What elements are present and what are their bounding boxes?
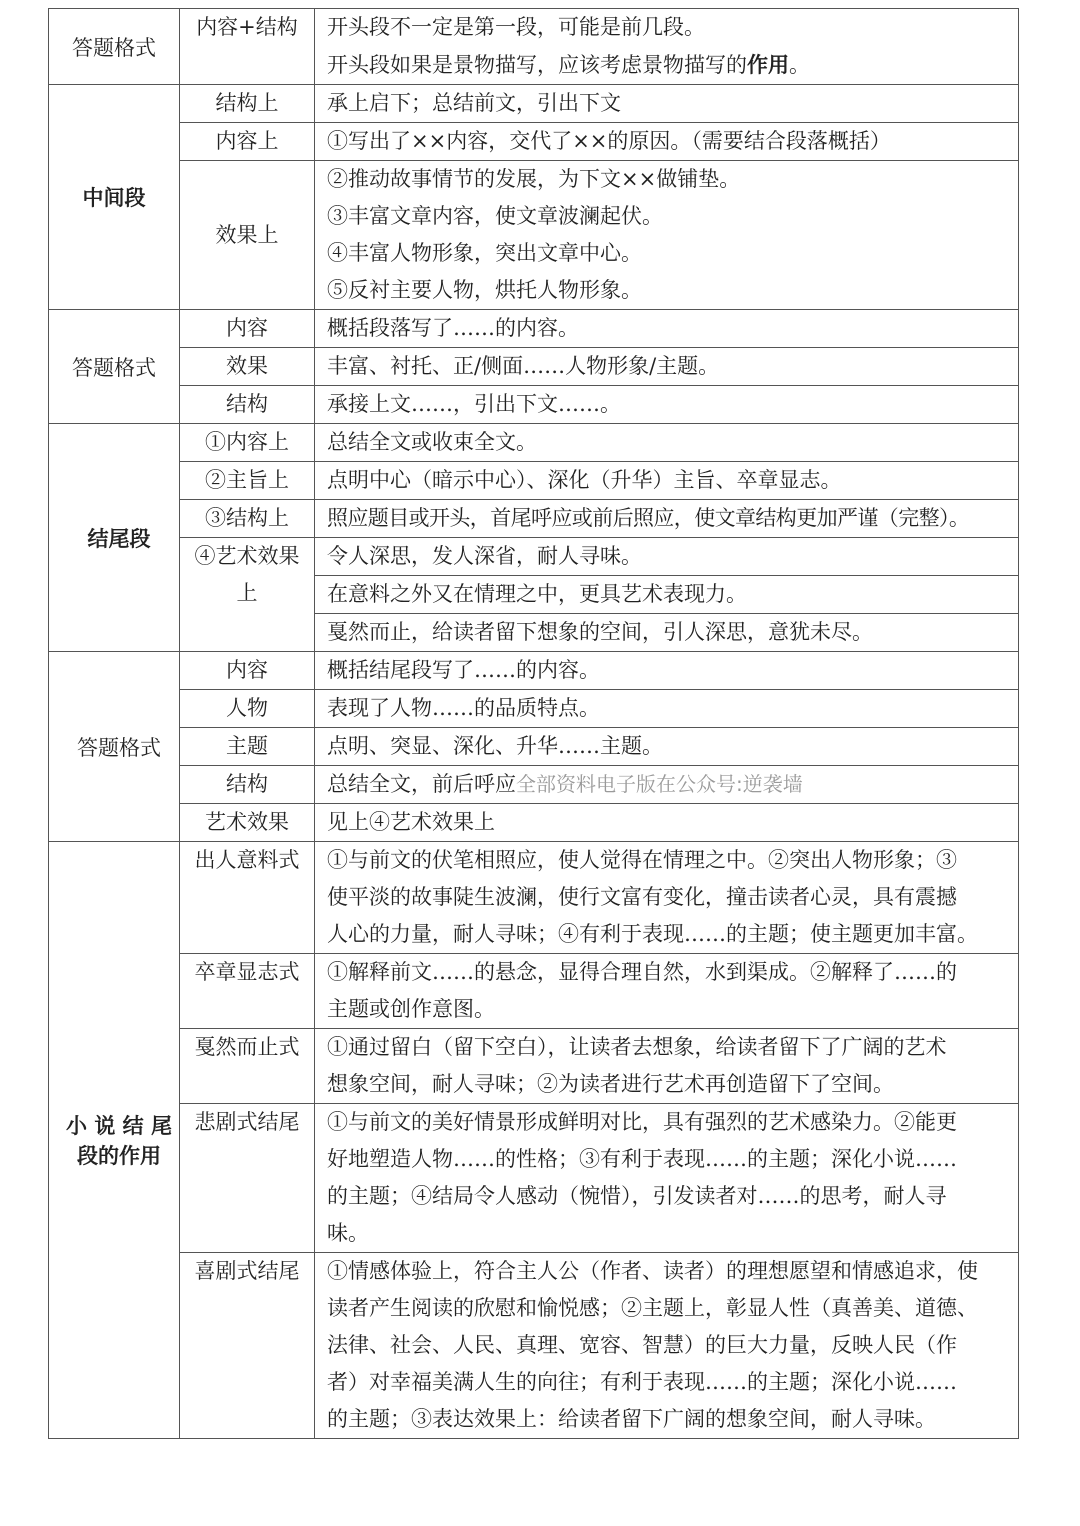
table-row: [49, 500, 1019, 538]
row-content: 戛然而止，给读者留下想象的空间，引人深思，意犹未尽。: [315, 614, 1019, 652]
content-line: 人心的力量，耐人寻味；④有利于表现……的主题；使主题更加丰富。: [327, 922, 978, 946]
row-label: 内容上: [180, 123, 315, 161]
row-content: [315, 9, 1019, 85]
row-label: 戛然而止式: [180, 1029, 315, 1104]
table-row: [49, 386, 1019, 424]
table-row: [49, 652, 1019, 690]
content-line: 味。: [327, 1221, 369, 1245]
content-line: ⑤反衬主要人物，烘托人物形象。: [327, 278, 642, 302]
table-row: [49, 842, 1019, 954]
row-content: 丰富、衬托、正/侧面……人物形象/主题。: [315, 348, 1019, 386]
row-content: 见上④艺术效果上: [315, 804, 1019, 842]
table-row: [49, 424, 1019, 462]
content-line: 使平淡的故事陡生波澜，使行文富有变化，撞击读者心灵，具有震撼: [327, 885, 957, 909]
row-content: [315, 1104, 1019, 1253]
content-line: [327, 46, 1012, 84]
table-row: [49, 85, 1019, 123]
table-row: [49, 310, 1019, 348]
row-label: 艺术效果: [180, 804, 315, 842]
table-row: [49, 766, 1019, 804]
row-content: [315, 161, 1019, 310]
section-label: 答题格式: [49, 9, 180, 85]
row-content: 承上启下；总结前文，引出下文: [315, 85, 1019, 123]
content-line: 主题或创作意图。: [327, 997, 495, 1021]
row-content: 点明、突显、深化、升华……主题。: [315, 728, 1019, 766]
section-label: 答题格式: [49, 310, 180, 424]
row-content: [315, 766, 1019, 804]
row-content: 令人深思，发人深省，耐人寻味。: [315, 538, 1019, 576]
row-content: [315, 1253, 1019, 1439]
row-content: 在意料之外又在情理之中，更具艺术表现力。: [315, 576, 1019, 614]
content-line: 者）对幸福美满人生的向往；有利于表现……的主题；深化小说……: [327, 1370, 957, 1394]
content-line: 的主题；④结局令人感动（惋惜），引发读者对……的思考，耐人寻: [327, 1184, 947, 1208]
row-label: 结构: [180, 766, 315, 804]
row-label: 结构上: [180, 85, 315, 123]
content-line: ①与前文的伏笔相照应，使人觉得在情理之中。②突出人物形象；③: [327, 848, 957, 872]
row-label: ②主旨上: [180, 462, 315, 500]
row-label: 喜剧式结尾: [180, 1253, 315, 1439]
row-label: 出人意料式: [180, 842, 315, 954]
content-line: ①情感体验上，符合主人公（作者、读者）的理想愿望和情感追求，使: [327, 1259, 978, 1283]
row-content: 概括段落写了……的内容。: [315, 310, 1019, 348]
row-label: 内容+结构: [180, 9, 315, 85]
table-row: [49, 728, 1019, 766]
content-line: ③丰富文章内容，使文章波澜起伏。: [327, 204, 663, 228]
content-line: ①与前文的美好情景形成鲜明对比，具有强烈的艺术感染力。②能更: [327, 1110, 957, 1134]
label-line: 上: [236, 581, 258, 605]
table-row: [49, 462, 1019, 500]
content-line: 读者产生阅读的欣慰和愉悦感；②主题上，彰显人性（真善美、道德、: [327, 1296, 978, 1320]
row-content: [315, 954, 1019, 1029]
row-label: 主题: [180, 728, 315, 766]
row-content: [315, 1029, 1019, 1104]
row-content: 点明中心（暗示中心）、深化（升华）主旨、卒章显志。: [315, 462, 1019, 500]
table-row: [49, 9, 1019, 85]
section-label: 答题格式: [49, 652, 180, 842]
row-label: 内容: [180, 652, 315, 690]
table-row: [49, 123, 1019, 161]
section-label: 结尾段: [49, 424, 180, 652]
emphasis-text: 作用: [747, 52, 789, 77]
content-line: 开头段不一定是第一段，可能是前几段。: [327, 15, 705, 39]
label-line: 小 说 结 尾: [66, 1113, 172, 1138]
row-label: 内容: [180, 310, 315, 348]
section-label: [49, 842, 180, 1439]
row-label: ①内容上: [180, 424, 315, 462]
section-label: 中间段: [49, 85, 180, 310]
table-row: [49, 690, 1019, 728]
row-label: 效果: [180, 348, 315, 386]
content-line: 法律、社会、人民、真理、宽容、智慧）的巨大力量，反映人民（作: [327, 1333, 957, 1357]
row-content: 照应题目或开头，首尾呼应或前后照应，使文章结构更加严谨（完整）。: [315, 500, 1019, 538]
row-label: 人物: [180, 690, 315, 728]
content-text: 总结全文，前后呼应: [327, 772, 516, 796]
table-row: [49, 1253, 1019, 1439]
row-content: 概括结尾段写了……的内容。: [315, 652, 1019, 690]
table-row: [49, 954, 1019, 1029]
row-label: 效果上: [180, 161, 315, 310]
content-line: ②推动故事情节的发展，为下文××做铺垫。: [327, 167, 741, 191]
content-text: 开头段如果是景物描写，应该考虑景物描写的: [327, 53, 747, 77]
row-label: 结构: [180, 386, 315, 424]
table-row: [49, 538, 1019, 576]
row-label: 卒章显志式: [180, 954, 315, 1029]
row-content: 承接上文……，引出下文……。: [315, 386, 1019, 424]
content-line: ①解释前文……的悬念，显得合理自然，水到渠成。②解释了……的: [327, 960, 957, 984]
table-row: [49, 348, 1019, 386]
table-row: [49, 1104, 1019, 1253]
content-line: ④丰富人物形象，突出文章中心。: [327, 241, 642, 265]
table-row: [49, 1029, 1019, 1104]
row-content: [315, 842, 1019, 954]
row-label: 悲剧式结尾: [180, 1104, 315, 1253]
content-line: ①通过留白（留下空白），让读者去想象，给读者留下了广阔的艺术: [327, 1035, 947, 1059]
table-row: [49, 161, 1019, 310]
row-label: ③结构上: [180, 500, 315, 538]
notes-table: [48, 8, 1019, 1439]
label-line: ④艺术效果: [194, 544, 300, 568]
content-line: 想象空间，耐人寻味；②为读者进行艺术再创造留下了空间。: [327, 1072, 894, 1096]
row-content: 表现了人物……的品质特点。: [315, 690, 1019, 728]
row-content: ①写出了××内容，交代了××的原因。（需要结合段落概括）: [315, 123, 1019, 161]
table-row: [49, 804, 1019, 842]
content-line: 好地塑造人物……的性格；③有利于表现……的主题；深化小说……: [327, 1147, 957, 1171]
watermark-text: 全部资料电子版在公众号:逆袭墙: [516, 772, 803, 796]
row-label: [180, 538, 315, 652]
content-text: 。: [789, 53, 810, 77]
row-content: 总结全文或收束全文。: [315, 424, 1019, 462]
label-line: 段的作用: [77, 1143, 161, 1168]
content-line: 的主题；③表达效果上：给读者留下广阔的想象空间，耐人寻味。: [327, 1407, 936, 1431]
